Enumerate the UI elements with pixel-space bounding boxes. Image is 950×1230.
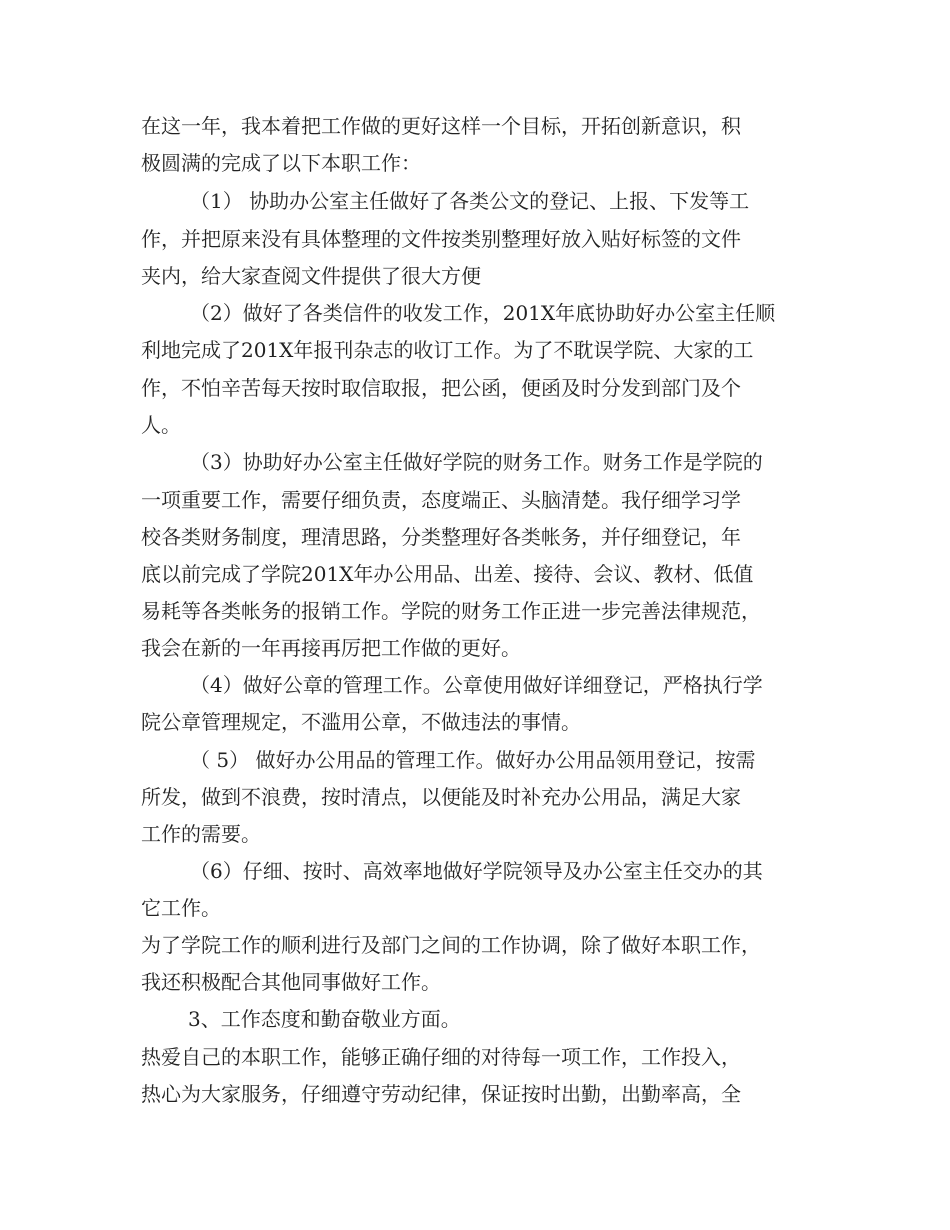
text-line: 人。 [141, 413, 181, 437]
text-line: 作，不怕辛苦每天按时取信取报，把公函，便函及时分发到部门及个 [141, 376, 741, 400]
text-line: 作，并把原来没有具体整理的文件按类别整理好放入贴好标签的文件 [141, 227, 741, 251]
text-line: 一项重要工作，需要仔细负责，态度端正、头脑清楚。我仔细学习学 [141, 488, 741, 512]
text-line: 夹内，给大家查阅文件提供了很大方便 [141, 264, 481, 288]
text-line: 极圆满的完成了以下本职工作： [141, 151, 421, 175]
list-item-2: （2）做好了各类信件的收发工作，201X年底协助好办公室主任顺 [190, 301, 776, 325]
list-item-3: （3）协助好办公室主任做好学院的财务工作。财务工作是学院的 [190, 450, 763, 474]
text-line: 院公章管理规定，不滥用公章，不做违法的事情。 [141, 710, 581, 734]
section-heading: 3、工作态度和勤奋敬业方面。 [188, 1007, 461, 1031]
text-line: 在这一年，我本着把工作做的更好这样一个目标，开拓创新意识，积 [141, 114, 741, 138]
text-line: 易耗等各类帐务的报销工作。学院的财务工作正进一步完善法律规范， [141, 599, 761, 623]
text-line: 底以前完成了学院201X年办公用品、出差、接待、会议、教材、低值 [141, 562, 754, 586]
text-line: 校各类财务制度，理清思路，分类整理好各类帐务，并仔细登记，年 [141, 525, 741, 549]
text-line: 工作的需要。 [141, 822, 261, 846]
text-line: 我还积极配合其他同事做好工作。 [141, 970, 441, 994]
text-line: 为了学院工作的顺利进行及部门之间的工作协调，除了做好本职工作， [141, 933, 761, 957]
text-line: 热爱自己的本职工作，能够正确仔细的对待每一项工作，工作投入， [141, 1045, 741, 1069]
text-line: 我会在新的一年再接再厉把工作做的更好。 [141, 636, 521, 660]
list-item-1: （1） 协助办公室主任做好了各类公文的登记、上报、下发等工 [190, 189, 750, 213]
text-line: 它工作。 [141, 896, 221, 920]
list-item-4: （4）做好公章的管理工作。公章使用做好详细登记，严格执行学 [190, 673, 763, 697]
list-item-6: （6）仔细、按时、高效率地做好学院领导及办公室主任交办的其 [190, 859, 763, 883]
text-line: 所发，做到不浪费，按时清点，以便能及时补充办公用品，满足大家 [141, 785, 741, 809]
text-line: 热心为大家服务，仔细遵守劳动纪律，保证按时出勤，出勤率高，全 [141, 1082, 741, 1106]
list-item-5: （ 5） 做好办公用品的管理工作。做好办公用品领用登记，按需 [190, 748, 756, 772]
text-line: 利地完成了201X年报刊杂志的收订工作。为了不耽误学院、大家的工 [141, 338, 754, 362]
